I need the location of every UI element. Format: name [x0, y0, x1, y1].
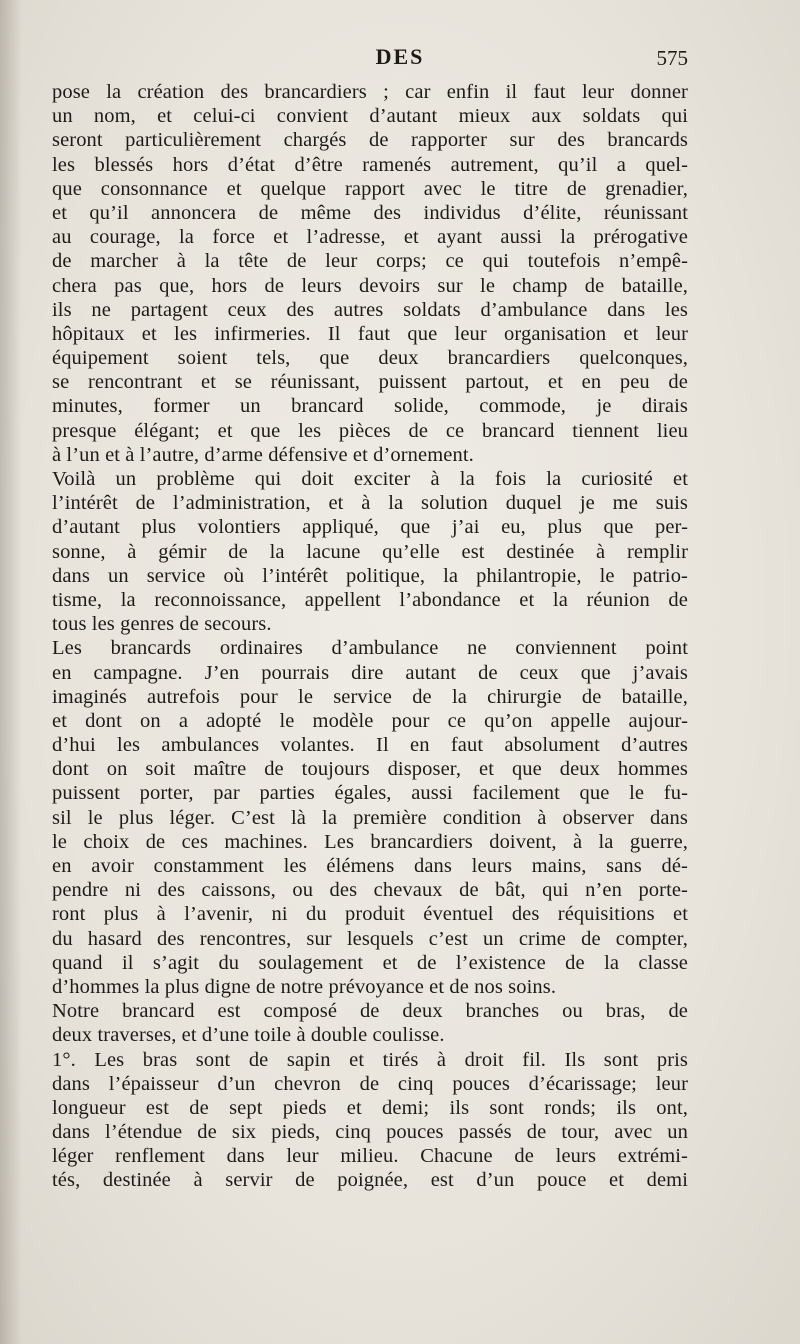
text-line: Notre brancard est composé de deux branches ou bras, de — [52, 1000, 688, 1023]
text-line: dont on soit maître de toujours disposer, et que deux hommes — [52, 758, 688, 781]
text-line: tés, destinée à servir de poignée, est d’un pouce et demi — [52, 1169, 688, 1192]
text-line: et dont on a adopté le modèle pour ce qu’on appelle aujour- — [52, 709, 688, 732]
text-line: léger renflement dans leur milieu. Chacune de leurs extrémi- — [52, 1145, 688, 1168]
text-line: hôpitaux et les infirmeries. Il faut que leur organisation et leur — [52, 322, 688, 345]
text-line: dans l’étendue de six pieds, cinq pouces passés de tour, avec un — [52, 1121, 688, 1144]
text-line: sil le plus léger. C’est là la première condition à observer dans — [52, 806, 688, 829]
text-line: que consonnance et quelque rapport avec le titre de grenadier, — [52, 177, 688, 200]
text-line: équipement soient tels, que deux brancardiers quelconques, — [52, 347, 688, 370]
text-line: en avoir constamment les élémens dans leurs mains, sans dé- — [52, 855, 688, 877]
text-line: au courage, la force et l’adresse, et ayant aussi la prérogative — [52, 226, 688, 249]
text-line: ils ne partagent ceux des autres soldats d’ambulance dans les — [52, 298, 688, 321]
text-line: quand il s’agit du soulagement et de l’existence de la classe — [52, 951, 688, 974]
text-line: Voilà un problème qui doit exciter à la fois la curiosité et — [52, 468, 688, 490]
text-line: les blessés hors d’état d’être ramenés autrement, qu’il a quel- — [52, 153, 688, 176]
text-line: d’hommes la plus digne de notre prévoyance et de nos soins. — [52, 975, 557, 998]
text-line: presque élégant; et que les pièces de ce brancard tiennent lieu — [52, 419, 688, 442]
gutter-shadow — [0, 0, 22, 1344]
text-line: tous les genres de secours. — [52, 613, 272, 636]
text-line: d’hui les ambulances volantes. Il en faut absolument d’autres — [52, 734, 688, 757]
text-line: ront plus à l’avenir, ni du produit éventuel des réquisitions et — [52, 903, 688, 926]
text-line: d’autant plus volontiers appliqué, que j’ai eu, plus que per- — [52, 516, 688, 539]
page-header — [0, 44, 800, 76]
text-line: imaginés autrefois pour le service de la chirurgie de bataille, — [52, 685, 688, 708]
text-line: dans l’épaisseur d’un chevron de cinq pouces d’écarissage; leur — [52, 1072, 688, 1095]
text-line: dans un service où l’intérêt politique, la philantropie, le patrio- — [52, 564, 688, 587]
text-line: sonne, à gémir de la lacune qu’elle est destinée à remplir — [52, 540, 688, 563]
text-line: deux traverses, et d’une toile à double coulisse. — [52, 1024, 445, 1047]
text-line: pendre ni des caissons, ou des chevaux de bât, qui n’en porte- — [52, 879, 688, 902]
text-line: l’intérêt de l’administration, et à la solution duquel je me suis — [52, 492, 688, 515]
text-line: de marcher à la tête de leur corps; ce qui toutefois n’empê- — [52, 250, 688, 273]
text-line: se rencontrant et se réunissant, puissent partout, et en peu de — [52, 371, 688, 394]
text-line: longueur est de sept pieds et demi; ils sont ronds; ils ont, — [52, 1096, 688, 1119]
text-line: du hasard des rencontres, sur lesquels c’est un crime de compter, — [52, 927, 688, 950]
text-line: seront particulièrement chargés de rapporter sur des brancards — [52, 129, 688, 152]
text-line: minutes, former un brancard solide, commode, je dirais — [52, 395, 688, 418]
running-title: DES — [375, 44, 425, 69]
text-line: en campagne. J’en pourrais dire autant de ceux que j’avais — [52, 661, 688, 684]
text-line: tisme, la reconnoissance, appellent l’abondance et la réunion de — [52, 588, 688, 611]
text-line: 1°. Les bras sont de sapin et tirés à droit fil. Ils sont pris — [52, 1048, 688, 1071]
text-line: un nom, et celui-ci convient d’autant mieux aux soldats qui — [52, 105, 688, 128]
text-line: Les brancards ordinaires d’ambulance ne conviennent point — [52, 637, 688, 660]
text-line: le choix de ces machines. Les brancardiers doivent, à la guerre, — [52, 830, 688, 853]
page-number: 575 — [656, 46, 688, 70]
text-line: et qu’il annoncera de même des individus d’élite, réunissant — [52, 201, 688, 224]
body-text — [52, 80, 688, 1193]
text-line: pose la création des brancardiers ; car enfin il faut leur donner — [52, 81, 688, 103]
text-line: chera pas que, hors de leurs devoirs sur le champ de bataille, — [52, 274, 688, 297]
text-line: à l’un et à l’autre, d’arme défensive et d’ornement. — [52, 443, 474, 466]
text-line: puissent porter, par parties égales, aussi facilement que le fu- — [52, 782, 688, 805]
